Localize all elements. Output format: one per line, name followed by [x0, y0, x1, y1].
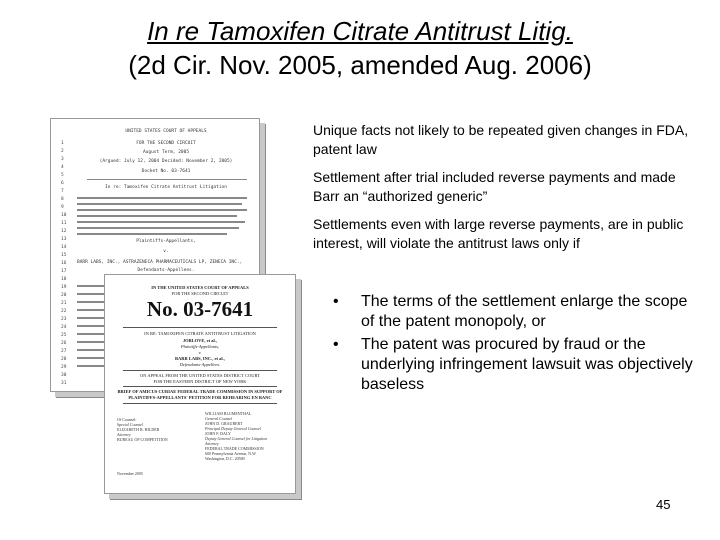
brief-date: November 2005 — [117, 471, 143, 476]
ftc-brief-cover-document — [104, 274, 296, 494]
brief-district: FOR THE EASTERN DISTRICT OF NEW YORK — [153, 379, 247, 384]
opinion-divider — [87, 179, 247, 180]
brief-circuit: FOR THE SECOND CIRCUIT — [171, 291, 229, 296]
condition-scope: The terms of the settlement enlarge the scope of the patent monopoly, or — [361, 293, 688, 330]
brief-party1: JOBLOVE, et al., — [182, 338, 218, 343]
title-case-name: In re Tamoxifen Citrate Antitrust Litig. — [147, 16, 573, 46]
point-public-interest: Settlements even with large reverse payments, are in public interest, will violate the antitrust laws only if — [313, 216, 684, 251]
opinion-defendants: BARR LABS, INC., ASTRAZENECA PHARMACEUTICALS LP, ZENECA INC., — [77, 260, 243, 265]
brief-role2: Defendants-Appellees. — [179, 362, 221, 367]
brief-appeal-from: ON APPEAL FROM THE UNITED STATES DISTRICT COURT — [140, 373, 260, 378]
title-citation: (2d Cir. Nov. 2005, amended Aug. 2006) — [128, 50, 592, 80]
brief-title: BRIEF OF AMICUS CURIAE FEDERAL TRADE COMMISSION IN SUPPORT OF PLAINTIFFS-APPELLANTS' PETITION FOR REHEARING EN BANC — [117, 389, 283, 400]
court-opinion-document: 1 2 3 4 5 6 7 8 9 10 11 12 13 14 15 16 17 18 19 20 21 22 23 24 25 26 27 28 29 30 31 UNITED STATES COURT OF APPEALS FOR THE SECOND CIRCUIT August Term, 2005 (Argued: July 12, 2004 Decided: November 2, 2005) Docket No. 03-7641 In re: Tamoxifen Citrate Antitrust Litigation Plaintiffs-Appellants, v. BARR LABS, INC., ASTRAZENECA PHARMACEUTICALS LP, ZENECA INC., Defendants-Appellees. — [50, 118, 260, 392]
list-item — [333, 335, 693, 395]
opinion-court: UNITED STATES COURT OF APPEALS — [125, 129, 207, 134]
brief-signers-left: Of Counsel: Special Counsel ELIZABETH R. HILDER Attorney BUREAU OF COMPETITION — [117, 417, 168, 442]
bullet-icon: • — [333, 293, 339, 310]
brief-docket-number: No. 03-7641 — [146, 297, 254, 321]
brief-case-name: IN RE: TAMOXIFEN CITRATE ANTITRUST LITIGATION — [144, 331, 256, 336]
brief-party2: BARR LABS, INC., et al., — [175, 356, 225, 361]
brief-role1: Plaintiffs-Appellants, — [180, 344, 220, 349]
page-number: 45 — [656, 497, 671, 512]
brief-versus: v. — [198, 350, 202, 355]
opinion-party-text — [77, 197, 247, 199]
brief-court: IN THE UNITED STATES COURT OF APPEALS — [151, 285, 249, 290]
bullet-icon: • — [333, 336, 339, 353]
opinion-term: August Term, 2005 — [142, 150, 190, 155]
opinion-caption: In re: Tamoxifen Citrate Antitrust Litigation — [105, 185, 227, 190]
conditions-list — [333, 292, 693, 398]
opinion-circuit: FOR THE SECOND CIRCUIT — [136, 141, 196, 146]
slide-title — [0, 14, 720, 82]
point-settlement: Settlement after trial included reverse payments and made Barr an “authorized generic” — [313, 169, 676, 204]
point-unique-facts: Unique facts not likely to be repeated given changes in FDA, patent law — [313, 122, 689, 157]
opinion-dates: (Argued: July 12, 2004 Decided: November 2, 2005) — [99, 159, 233, 164]
opinion-appellants: Plaintiffs-Appellants, — [136, 239, 196, 244]
brief-signers-right: WILLIAM BLUMENTHAL General Counsel JOHN D. GRAUBERT Principal Deputy General Counsel JOHN F. DALY Deputy General Counsel for Litigation Attorney FEDERAL TRADE COMMISSION 600 Pennsylvania Avenue, N.W. Washington, D.C. 20580 — [205, 411, 268, 461]
opinion-appellees: Defendants-Appellees. — [137, 268, 195, 273]
condition-fraud: The patent was procured by fraud or the underlying infringement lawsuit was objectively baseless — [361, 336, 693, 393]
opinion-docket: Docket No. 03-7641 — [141, 169, 191, 174]
opinion-versus: v. — [163, 249, 169, 254]
list-item — [333, 292, 693, 332]
